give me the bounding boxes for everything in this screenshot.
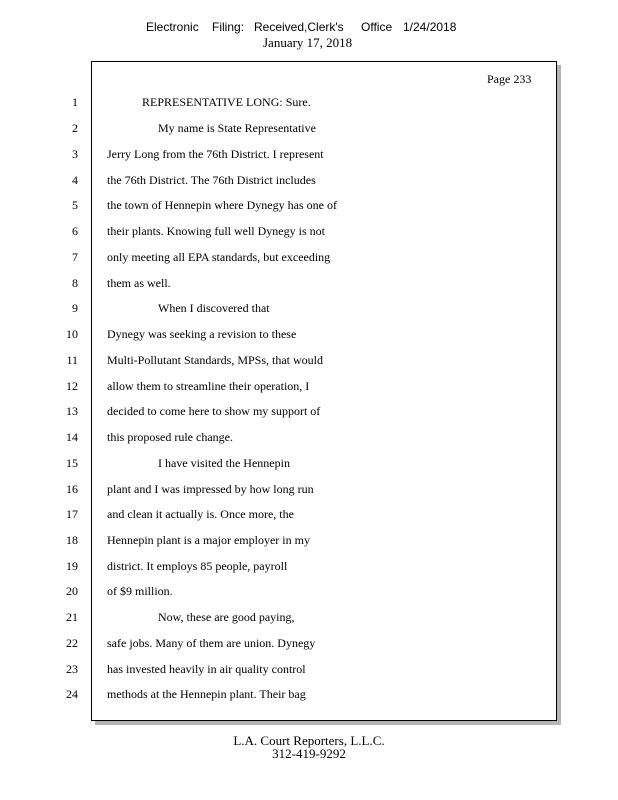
transcript-line — [0, 198, 618, 224]
line-number: 22 — [66, 636, 78, 650]
line-number: 12 — [66, 379, 78, 393]
line-number: 1 — [72, 95, 78, 109]
stamp-electronic: Electronic — [146, 20, 199, 34]
transcript-line — [0, 224, 618, 250]
transcript-line — [0, 379, 618, 405]
transcript-line — [0, 95, 618, 121]
line-number: 18 — [66, 533, 78, 547]
transcript-line — [0, 276, 618, 302]
line-text: of $9 million. — [107, 584, 173, 598]
line-text: this proposed rule change. — [107, 430, 233, 444]
stamp-filing-date: 1/24/2018 — [403, 20, 457, 34]
line-text: only meeting all EPA standards, but exceeding — [107, 250, 331, 264]
line-number: 19 — [66, 559, 78, 573]
line-text: I have visited the Hennepin — [158, 456, 290, 470]
line-text: Now, these are good paying, — [158, 610, 295, 624]
line-number: 21 — [66, 610, 78, 624]
transcript-line — [0, 662, 618, 688]
transcript-line — [0, 636, 618, 662]
line-number: 17 — [66, 507, 78, 521]
line-text: the town of Hennepin where Dynegy has one of — [107, 198, 337, 212]
transcript-line — [0, 147, 618, 173]
transcript-line — [0, 507, 618, 533]
transcript-line — [0, 353, 618, 379]
transcript-line — [0, 404, 618, 430]
line-text: decided to come here to show my support of — [107, 404, 321, 418]
transcript-line — [0, 327, 618, 353]
line-text: Jerry Long from the 76th District. I represent — [107, 147, 324, 161]
transcript-line — [0, 456, 618, 482]
transcript-line — [0, 482, 618, 508]
transcript-line — [0, 173, 618, 199]
line-number: 4 — [72, 173, 78, 187]
line-number: 24 — [66, 687, 78, 701]
transcript-line — [0, 430, 618, 456]
line-number: 2 — [72, 121, 78, 135]
transcript-line — [0, 250, 618, 276]
hearing-date: January 17, 2018 — [263, 35, 353, 50]
line-text: district. It employs 85 people, payroll — [107, 559, 288, 573]
stamp-received-clerks: Received,Clerk's — [254, 20, 344, 34]
page-number: Page 233 — [487, 72, 532, 86]
line-number: 3 — [72, 147, 78, 161]
line-number: 20 — [66, 584, 78, 598]
reporter-phone: 312-419-9292 — [272, 746, 346, 761]
line-text: REPRESENTATIVE LONG: Sure. — [142, 95, 311, 109]
line-text: allow them to streamline their operation, I — [107, 379, 310, 393]
line-number: 16 — [66, 482, 78, 496]
line-text: Multi-Pollutant Standards, MPSs, that would — [107, 353, 324, 367]
stamp-filing: Filing: — [212, 20, 245, 34]
line-text: Dynegy was seeking a revision to these — [107, 327, 297, 341]
transcript-line — [0, 687, 618, 713]
line-text: plant and I was impressed by how long run — [107, 482, 314, 496]
line-text: My name is State Representative — [158, 121, 316, 135]
line-number: 10 — [66, 327, 78, 341]
line-number: 6 — [72, 224, 78, 238]
transcript-line — [0, 559, 618, 585]
line-text: safe jobs. Many of them are union. Dynegy — [107, 636, 316, 650]
line-number: 23 — [66, 662, 78, 676]
line-number: 15 — [66, 456, 78, 470]
line-text: methods at the Hennepin plant. Their bag — [107, 687, 306, 701]
transcript-line — [0, 584, 618, 610]
line-number: 9 — [72, 301, 78, 315]
line-text: and clean it actually is. Once more, the — [107, 507, 294, 521]
line-text: Hennepin plant is a major employer in my — [107, 533, 310, 547]
transcript-line — [0, 610, 618, 636]
line-text: When I discovered that — [158, 301, 270, 315]
line-text: has invested heavily in air quality control — [107, 662, 306, 676]
line-number: 8 — [72, 276, 78, 290]
line-text: them as well. — [107, 276, 171, 290]
line-text: their plants. Knowing full well Dynegy is not — [107, 224, 325, 238]
transcript-line — [0, 301, 618, 327]
transcript-line — [0, 121, 618, 147]
stamp-office: Office — [361, 20, 393, 34]
line-text: the 76th District. The 76th District includes — [107, 173, 316, 187]
line-number: 14 — [66, 430, 78, 444]
line-number: 5 — [72, 198, 78, 212]
line-number: 13 — [66, 404, 78, 418]
line-number: 7 — [72, 250, 78, 264]
reporter-company: L.A. Court Reporters, L.L.C. — [233, 733, 385, 748]
line-number: 11 — [66, 353, 78, 367]
transcript-line — [0, 533, 618, 559]
